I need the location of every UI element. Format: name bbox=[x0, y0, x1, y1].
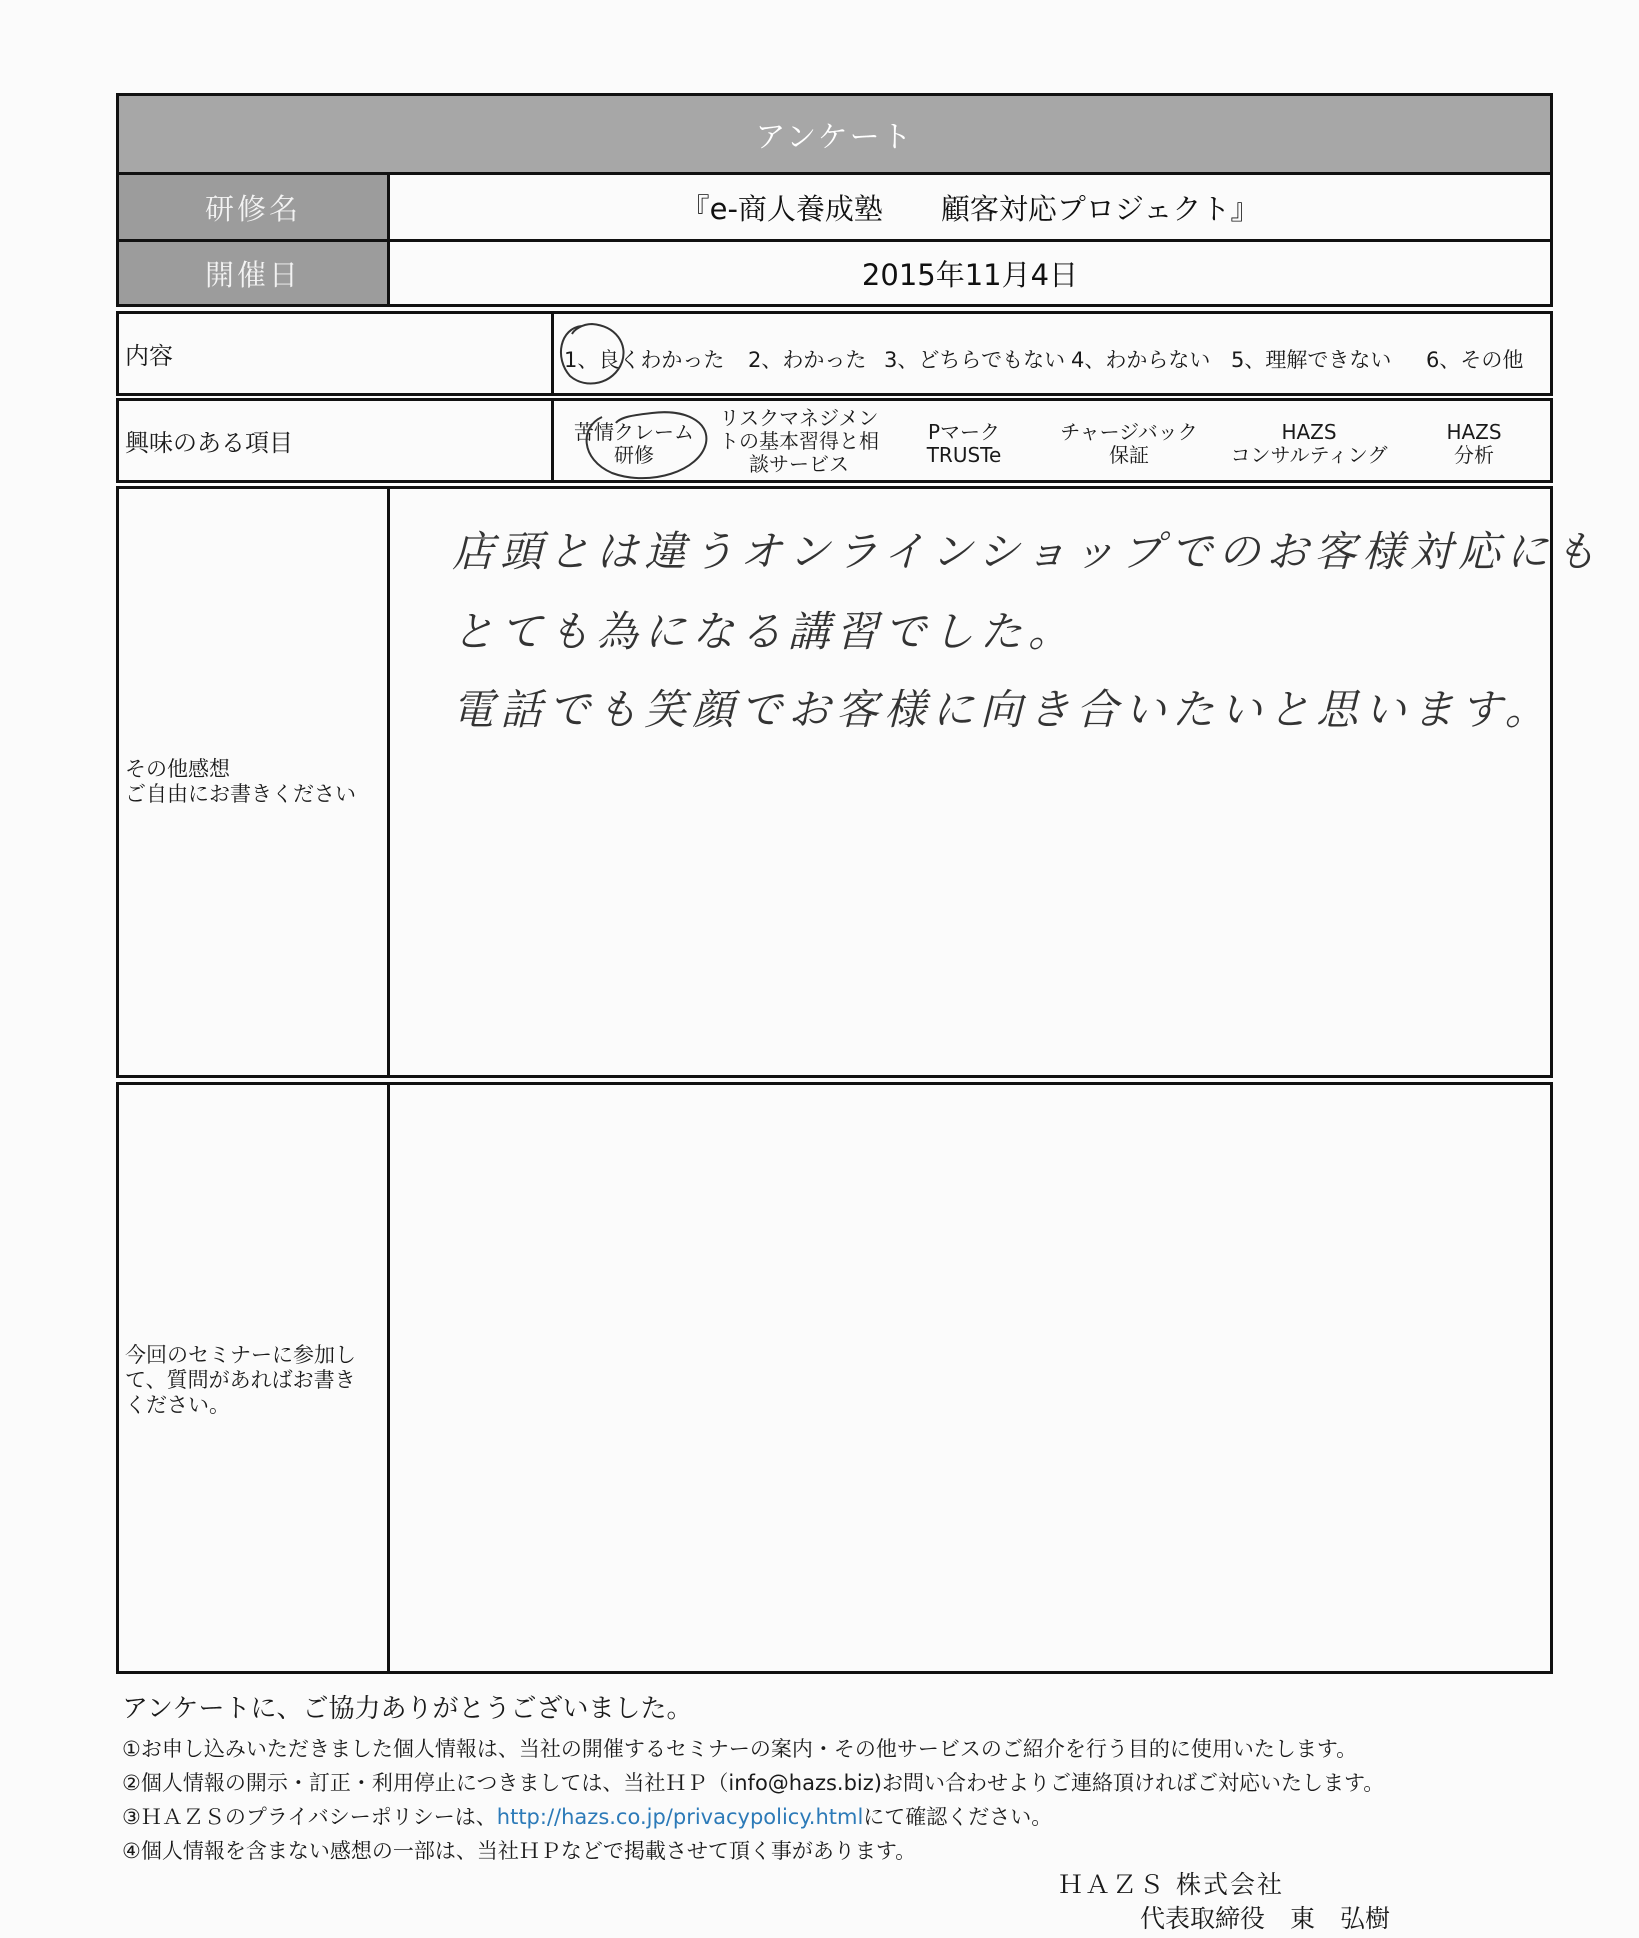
content-label: 内容 bbox=[125, 342, 173, 370]
survey-title: アンケート bbox=[755, 120, 914, 155]
impressions-label-line1: その他感想 bbox=[125, 757, 230, 781]
interest-options-cell bbox=[551, 398, 1553, 483]
questions-label-cell bbox=[116, 1082, 390, 1674]
course-value-cell bbox=[387, 172, 1553, 242]
content-option-6[interactable]: 6、その他 bbox=[1426, 348, 1524, 372]
interest-item-chargeback[interactable]: チャージバック 保証 bbox=[1060, 420, 1198, 467]
interest-label: 興味のある項目 bbox=[125, 429, 293, 457]
thanks-message: アンケートに、ご協力ありがとうございました。 bbox=[122, 1694, 693, 1724]
content-options-cell bbox=[551, 311, 1553, 396]
date-label: 開催日 bbox=[204, 257, 301, 292]
date-value-cell bbox=[387, 239, 1553, 307]
privacy-note-1: ①お申し込みいただきました個人情報は、当社の開催するセミナーの案内・その他サービスのご紹介を行う目的に使用いたします。 bbox=[122, 1737, 1358, 1761]
date-value: 2015年11月4日 bbox=[861, 257, 1079, 292]
privacy-note-3: ③ＨＡＺＳのプライバシーポリシーは、http://hazs.co.jp/privacypolicy.htmlにて確認ください。 bbox=[122, 1805, 1053, 1829]
selection-circle-icon bbox=[552, 318, 632, 392]
date-label-cell bbox=[116, 239, 390, 307]
privacy-note-4: ④個人情報を含まない感想の一部は、当社ＨＰなどで掲載させて頂く事があります。 bbox=[122, 1839, 917, 1863]
survey-title-bar bbox=[116, 93, 1553, 175]
interest-item-pmark[interactable]: Pマーク TRUSTe bbox=[926, 420, 1002, 467]
selection-circle-icon bbox=[572, 403, 712, 483]
impressions-label-line2: ご自由にお書きください bbox=[125, 782, 356, 806]
interest-item-risk-management[interactable]: リスクマネジメン トの基本習得と相 談サービス bbox=[719, 406, 879, 476]
impressions-answer-field[interactable] bbox=[387, 486, 1603, 1078]
handwritten-line-2: とても為になる講習でした。 bbox=[452, 607, 1077, 656]
handwritten-line-3: 電話でも笑顔でお客様に向き合いたいと思います。 bbox=[452, 685, 1553, 734]
content-option-2[interactable]: 2、わかった bbox=[748, 348, 867, 372]
content-option-4[interactable]: 4、わからない bbox=[1071, 348, 1211, 372]
interest-label-cell bbox=[116, 398, 554, 483]
interest-item-hazs-analysis[interactable]: HAZS 分析 bbox=[1446, 420, 1502, 467]
content-option-5[interactable]: 5、理解できない bbox=[1231, 348, 1392, 372]
privacy-policy-link[interactable]: http://hazs.co.jp/privacypolicy.html bbox=[496, 1805, 864, 1829]
questions-label-line2: て、質問があればお書き bbox=[125, 1368, 356, 1392]
content-option-1[interactable]: 1、良くわかった bbox=[564, 348, 725, 372]
questions-label-line1: 今回のセミナーに参加し bbox=[125, 1343, 356, 1367]
questions-answer-field[interactable] bbox=[387, 1082, 1553, 1674]
representative-name: 代表取締役 東 弘樹 bbox=[1140, 1904, 1391, 1933]
content-label-cell bbox=[116, 311, 554, 396]
questions-label-line3: ください。 bbox=[125, 1393, 230, 1417]
impressions-label-cell bbox=[116, 486, 390, 1078]
interest-item-complaint-training[interactable]: 苦情クレーム 研修 bbox=[574, 420, 694, 467]
privacy-note-2: ②個人情報の開示・訂正・利用停止につきましては、当社ＨＰ（info@hazs.biz)お問い合わせよりご連絡頂ければご対応いたします。 bbox=[122, 1771, 1385, 1795]
course-label-cell bbox=[116, 172, 390, 242]
course-value: 『e-商人養成塾 顧客対応プロジェクト』 bbox=[680, 191, 1260, 226]
handwritten-line-1: 店頭とは違うオンラインショップでのお客様対応にも bbox=[452, 527, 1603, 576]
interest-item-hazs-consulting[interactable]: HAZS コンサルティング bbox=[1230, 420, 1388, 467]
company-name: ＨＡＺＳ 株式会社 bbox=[1058, 1870, 1284, 1899]
content-option-3[interactable]: 3、どちらでもない bbox=[884, 348, 1066, 372]
course-label: 研修名 bbox=[204, 191, 301, 226]
